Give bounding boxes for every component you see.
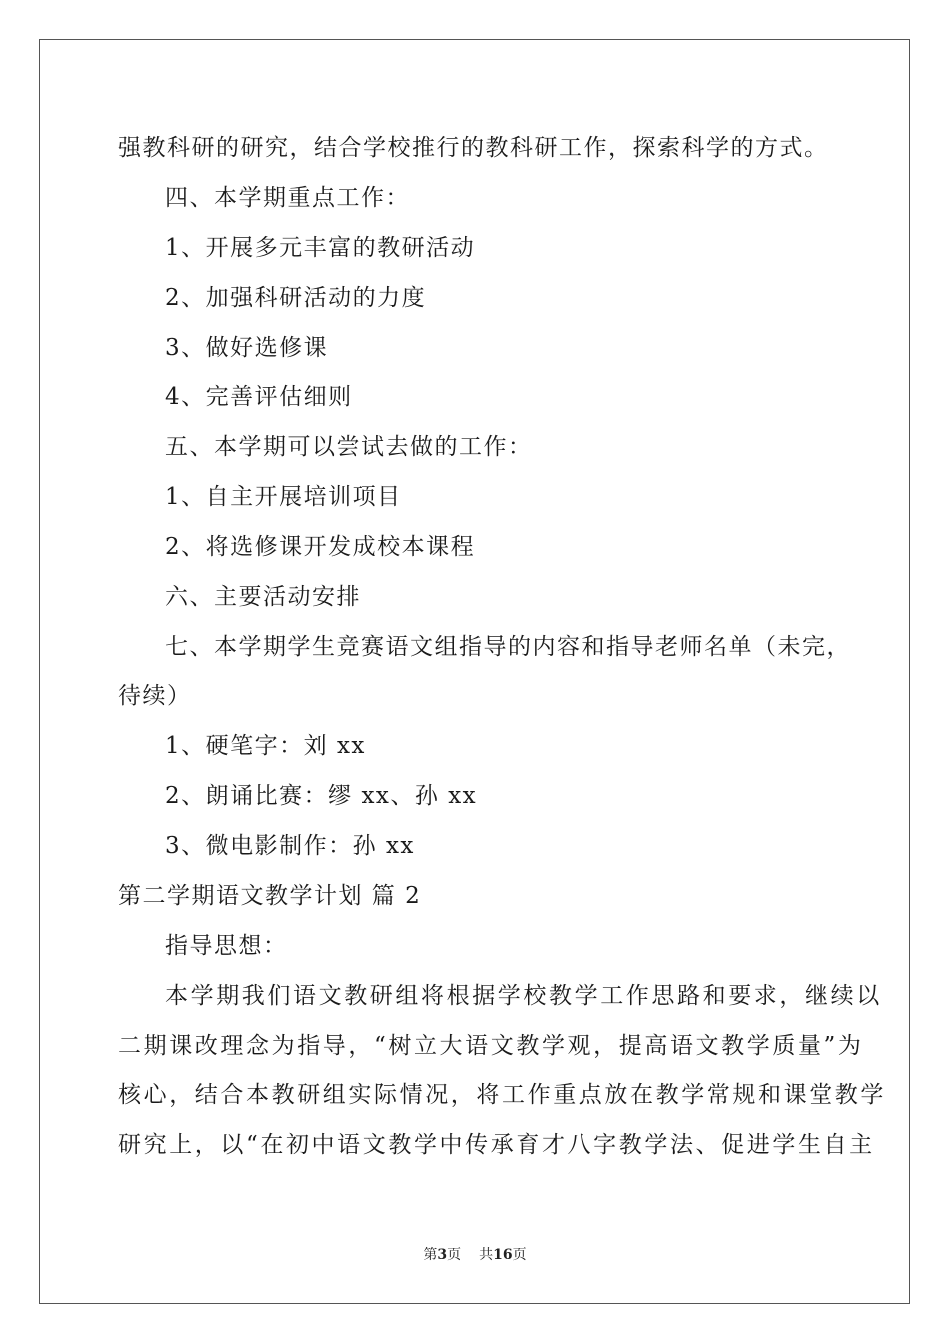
list-item: 2、将选修课开发成校本课程: [165, 534, 476, 560]
page-number: 3: [437, 1247, 448, 1263]
section-heading: 六、主要活动安排: [165, 584, 361, 610]
list-item: 1、自主开展培训项目: [165, 484, 402, 510]
paragraph-line: 本学期我们语文教研组将根据学校教学工作思路和要求，继续以: [165, 983, 882, 1009]
page-suffix: 页: [447, 1247, 462, 1263]
page-prefix: 第: [423, 1247, 438, 1263]
list-item: 3、微电影制作：孙 xx: [165, 833, 415, 859]
list-item: 1、开展多元丰富的教研活动: [165, 235, 476, 261]
article-title: 第二学期语文教学计划 篇 2: [118, 883, 422, 909]
page-footer: [0, 1246, 950, 1264]
list-item: 2、加强科研活动的力度: [165, 285, 427, 311]
list-item: 3、做好选修课: [165, 335, 329, 361]
list-item: 2、朗诵比赛：缪 xx、孙 xx: [165, 783, 478, 809]
list-item: 1、硬笔字：刘 xx: [165, 733, 366, 759]
section-heading: 七、本学期学生竞赛语文组指导的内容和指导老师名单（未完，: [165, 634, 851, 660]
paragraph-line: 核心，结合本教研组实际情况，将工作重点放在教学常规和课堂教学: [118, 1082, 886, 1108]
page-border: [39, 39, 910, 1304]
list-item: 4、完善评估细则: [165, 384, 353, 410]
section-heading: 指导思想：: [165, 933, 288, 959]
total-pages: 16: [493, 1247, 513, 1263]
section-heading: 四、本学期重点工作：: [165, 185, 410, 211]
paragraph-line: 强教科研的研究，结合学校推行的教科研工作，探索科学的方式。: [118, 135, 829, 161]
paragraph-line: 待续）: [118, 683, 192, 709]
paragraph-line: 研究上，以“在初中语文教学中传承育才八字教学法、促进学生自主: [118, 1132, 875, 1158]
total-suffix: 页: [512, 1247, 527, 1263]
paragraph-line: 二期课改理念为指导，“树立大语文教学观，提高语文教学质量”为: [118, 1033, 864, 1059]
total-prefix: 共: [479, 1247, 494, 1263]
section-heading: 五、本学期可以尝试去做的工作：: [165, 434, 533, 460]
